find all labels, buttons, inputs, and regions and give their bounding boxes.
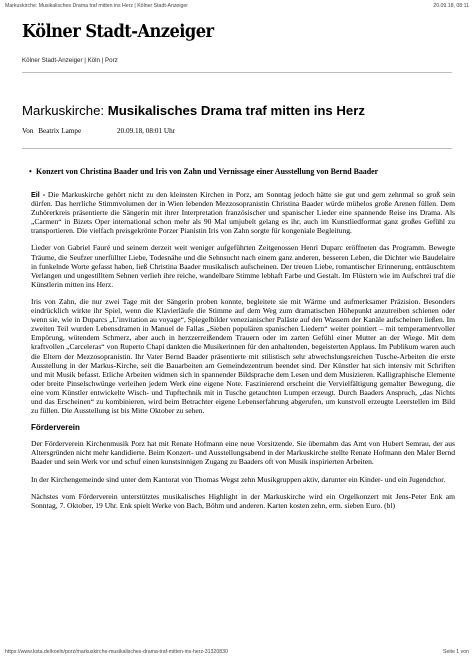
breadcrumb[interactable]: Kölner Stadt-Anzeiger | Köln | Porz [22, 57, 118, 64]
subhead-text: Konzert von Christina Baader und Iris von Zahn und Vernissage einer Ausstellung von Bernd Baader [36, 167, 379, 176]
divider-top [22, 72, 452, 73]
paragraph-4: Der Förderverein Kirchenmusik Porz hat mit Renate Hofmann eine neue Vorsitzende. Sie übernahm das Amt von Hubert Semrau, der aus Altersgründen nicht mehr kandidierte. Beim Konzert- und Ausstellungsabend in der Markuskirche stellte Renate Hofmann den Maler Bernd Baader und sein Werk vor und schuf einen kunstsinnigen Zugang zu Baaders oft von Musik inspirierten Arbeiten. [31, 439, 455, 467]
paragraph-5: In der Kirchengemeinde sind unter dem Kantorat von Thomas Wegst zehn Musikgruppen aktiv, darunter ein Kinder- und ein Jugendchor. [31, 474, 446, 484]
footer-page-number: Seite 1 von [443, 649, 469, 655]
author-link[interactable]: Beatrix Lampe [38, 127, 82, 135]
print-footer [5, 649, 469, 657]
divider-byline [22, 148, 452, 149]
print-header-timestamp: 20.09.18, 08:11 [433, 3, 469, 9]
title-main: Musikalisches Drama traf mitten ins Herz [107, 103, 365, 118]
paragraph-3: Iris von Zahn, die nur zwei Tage mit der Sängerin proben konnte, begleitete sie mit Wärme und aufmerksamer Präzision. Besonders eindrücklich wirkte ihr Spiel, wenn die Klavierläufe die Stimme auf dem Weg zum dramatischen Höhepunkt anzutreiben schienen oder wenn sie, wie in Duparcs „L’invitation au voyage“, Spiegelbilder venezianischer Paläste auf den Wassern der Kanäle aufscheinen ließen. Im zweiten Teil wurden Lebensdramen in Manuel de Fallas „Sieben populären spanischen Liedern“ weiter pointiert – mit temperamentvoller Empörung, wütendem Schmerz, aber auch in herzzerreißendem Trauern oder im zarten Gefühl einer Mutter an der Wiege. Mit dem kraftvollen „Carceleras“ von Ruperto Chapí dankten die Musikerinnen für den anhaltenden, begeisterten Applaus. Im Publikum waren auch die Eltern der Mezzosopranistin. Ihr Vater Bernd Baader präsentierte mit stilistisch sehr abwechslungsreichen Tusche-Arbeiten die erste Ausstellung in der Markus-Kirche, seit die Bauarbeiten am Gemeindezentrum beendet sind. Der Künstler hat sich intensiv mit Schriften und mit Musik befasst. Etliche Arbeiten widmen sich in spannender Bildsprache dem Lesen und dem Musizieren. Kalligraphische Elemente oder breite Pinselschwünge verleihen jedem Werk eine eigene Note. Faszinierend erscheint die Vervielfältigung gemalter Bewegung, die eine vom Künstler entwickelte Wisch- und Tupftechnik mit in Tusche getauchten Lumpen erzeugt. Durch Baaders Anspruch, „das Nichts und das Erscheinen“ zu kombinieren, wird beim Betrachter eigene Lebenserfahrung abgerufen, um kunstvoll erzeugte Leerstellen im Bild zu füllen. Die Ausstellung ist bis Mitte Oktober zu sehen. [31, 296, 455, 416]
title-prefix: Markuskirche: [22, 103, 105, 118]
print-header [5, 3, 469, 13]
paragraph-2: Lieder von Gabriel Fauré und seinem derzeit weit weniger aufgeführten Zeitgenossen Henri Duparc eröffneten das Programm. Bewegte Träume, die Seufzer unerfüllter Liebe, Todesnähe und die Sehnsucht nach einem ganz anderen, besseren Leben, die Dichter wie Baudelaire in funkelnde Worte gefasst haben, ließ Christina Baader musikalisch aufscheinen. Der treuen Liebe, romantischer Erinnerung, enttäuschtem Verlangen und ungestilltem Sehnen verlieh ihre reiche, wandelbare Stimme lebhaft Farbe und Gestalt. Im Flüstern wie im Aufschrei traf die Künstlerin mitten ins Herz. [31, 243, 455, 289]
footer-url[interactable]: https://www.ksta.de/koeln/porz/markuskirche-musikalisches-drama-traf-mitten-ins-herz-31320830 [5, 649, 228, 655]
byline [22, 127, 176, 137]
article-title [22, 103, 454, 118]
print-header-title: Markuskirche: Musikalisches Drama traf mitten ins Herz | Kölner Stadt-Anzeiger [5, 3, 188, 9]
paragraph-6: Nächstes vom Förderverein unterstütztes musikalisches Highlight in der Markuskirche wird ein Orgelkonzert mit Jens-Peter Enk am Sonntag, 7. Oktober, 19 Uhr. Enk spielt Werke von Bach, Böhm und anderen. Karten kosten zehn, erm. sieben Euro. (bl) [31, 491, 455, 510]
dateline: Eil - [31, 190, 46, 199]
bullet-icon: • [29, 167, 32, 176]
article-subhead [29, 167, 436, 176]
paragraph-1: Eil - Die Markuskirche gehört nicht zu den kleinsten Kirchen in Porz, am Sonntag jedoch hätte sie gut und gern zehnmal so groß sein dürfen. Das herrliche Stimmvolumen der in Wien lebenden Mezzosopranistin Christina Baader würde mühelos große Arenen füllen. Dem Zuhörerkreis präsentierte die Sängerin mit ihrer Interpretation französischer und spanischer Lieder eine spannende Reise ins Drama. Als „Carmen“ in Bizets Oper international schon mehr als 90 Mal umjubelt gelang es ihr, auch im Kunstliedformat ganz großes Gefühl zu transportieren. Die vielfach preisgekrönte Porzer Pianistin Iris von Zahn sorgte für kongeniale Begleitung. [31, 190, 455, 236]
publish-date: 20.09.18, 08:01 Uhr [117, 127, 176, 135]
article-body [31, 190, 455, 518]
masthead-logo[interactable]: Kölner Stadt-Anzeiger [22, 22, 214, 42]
byline-prefix: Von [22, 127, 34, 135]
section-title: Förderverein [31, 423, 80, 433]
